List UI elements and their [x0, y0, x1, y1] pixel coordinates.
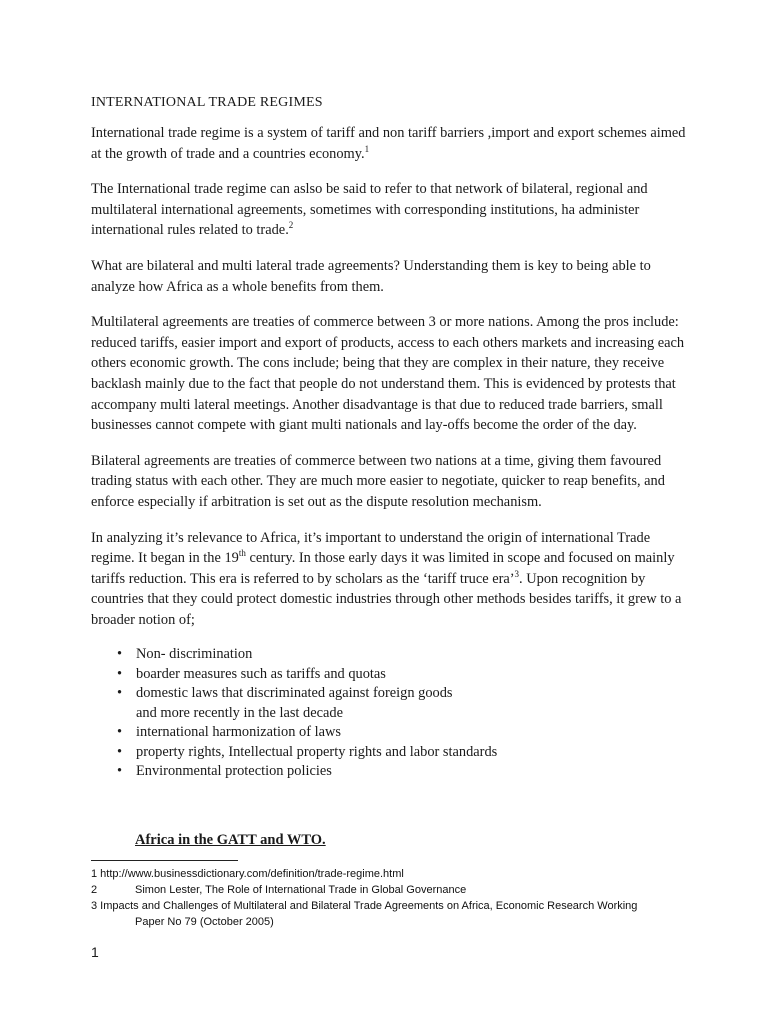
paragraph-question: What are bilateral and multi lateral trade agreements? Understanding them is key to being able to analyze how Africa as a whole benefits from them.: [91, 257, 651, 295]
bullet-icon: •: [117, 685, 123, 702]
list-item: • international harmonization of laws: [91, 723, 691, 742]
footnote-3: 3 Impacts and Challenges of Multilateral and Bilateral Trade Agreements on Africa, Economic Research Working: [91, 900, 638, 912]
footnote-3-continuation: Paper No 79 (October 2005): [135, 916, 274, 928]
footnote-ref-1: 1: [364, 143, 370, 154]
footnote-2: 2 Simon Lester, The Role of International Trade in Global Governance: [91, 884, 467, 896]
bullet-icon: •: [117, 724, 123, 741]
document-body: [91, 93, 691, 781]
list-item: • property rights, Intellectual property rights and labor standards: [91, 743, 691, 762]
bullet-list-1: [91, 645, 691, 703]
footnote-ref-3: 3: [514, 568, 520, 579]
list-item: • Non- discrimination: [91, 645, 691, 664]
paragraph-definition: International trade regime is a system of tariff and non tariff barriers ,import and export schemes aimed at the growth of trade and a countries economy.$^1$: [91, 125, 686, 162]
page-number: 1: [91, 944, 99, 960]
list-item: • domestic laws that discriminated against foreign goods: [91, 684, 691, 703]
list-item: • Environmental protection policies: [91, 762, 691, 781]
paragraph-bilateral: Bilateral agreements are treaties of commerce between two nations at a time, giving them favoured trading status with each other. They are much more easier to negotiate, quicker to reap benefits, and enforce especially if arbitration is set out as the dispute resolution mechanism.: [91, 452, 665, 510]
paragraph-network: The International trade regime can aslso be said to refer to that network of bilateral, regional and multilateral international agreements, sometimes with corresponding institutions, ha administer international rules related to trade.$^2$: [91, 181, 648, 239]
bullet-list-2: [91, 723, 691, 781]
bullet-icon: •: [117, 762, 123, 779]
section-heading: Africa in the GATT and WTO.: [135, 832, 326, 848]
bullet-icon: •: [117, 743, 123, 760]
superscript-th: th: [238, 548, 246, 559]
bullet-icon: •: [117, 665, 123, 682]
paragraph-multilateral: Multilateral agreements are treaties of commerce between 3 or more nations. Among the pros include: reduced tariffs, easier import and export of products, access to each others markets and increasing each others economic growth. The cons include; being that they are complex in their nature, they receive backlash mainly due to the fact that people do not understand them. This is evidenced by protests that accompany multi lateral meetings. Another disadvantage is that due to reduced trade barriers, small businesses cannot compete with giant multi nationals and lay-offs become the order of the day.: [91, 314, 685, 434]
document-title: INTERNATIONAL TRADE REGIMES: [91, 95, 323, 110]
footnote-divider: [91, 860, 238, 861]
paragraph-origin: In analyzing it’s relevance to Africa, it’s important to understand the origin of international Trade regime. It began in the 19th century. In those early days it was limited in scope and focused on mainly tariffs reduction. This era is referred to by scholars as the ‘tariff truce era’$^3$. Upon recognition by countries that they could protect domestic industries through other methods besides tariffs, it grew to a broader notion of;: [91, 529, 682, 628]
bullet-icon: •: [117, 646, 123, 663]
footnote-1: 1 http://www.businessdictionary.com/definition/trade-regime.html: [91, 868, 404, 880]
footnote-ref-2: 2: [288, 220, 294, 231]
footnotes: [91, 866, 691, 930]
list-item: • boarder measures such as tariffs and quotas: [91, 665, 691, 684]
list-continuation: and more recently in the last decade: [136, 704, 343, 721]
